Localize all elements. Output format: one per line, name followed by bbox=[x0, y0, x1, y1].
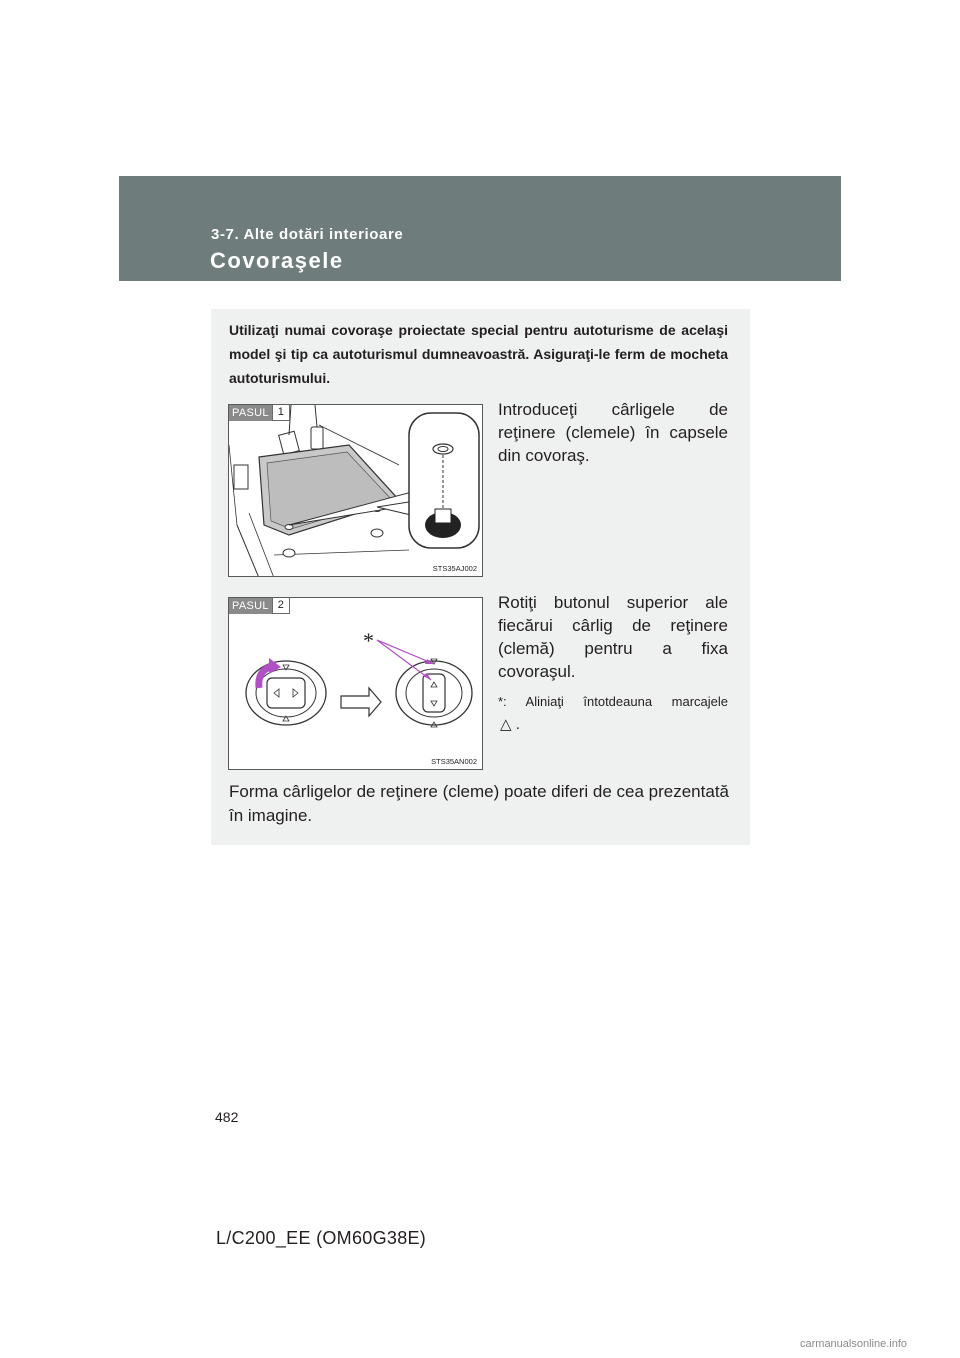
step-2-text: Rotiţi butonul superior ale fiecărui cârlig de reţinere (clemă) pentru a fixa covoraşul. bbox=[498, 593, 728, 681]
figure-code: STS35AN002 bbox=[431, 757, 477, 766]
closing-text: Forma cârligelor de reţinere (cleme) poate diferi de cea prezentată în imagine. bbox=[229, 782, 729, 825]
figure-code: STS35AJ002 bbox=[432, 564, 477, 573]
page-number: 482 bbox=[215, 1109, 239, 1125]
step-badge-number: 2 bbox=[272, 598, 290, 614]
step-badge-number: 1 bbox=[272, 405, 290, 421]
step-badge-word: PASUL bbox=[229, 405, 272, 421]
watermark: carmanualsonline.info bbox=[800, 1338, 908, 1350]
alignment-note: *: Aliniaţi întotdeauna marcajele bbox=[498, 694, 728, 709]
page-title: Covoraşele bbox=[210, 248, 344, 273]
step-badge-1 bbox=[229, 405, 290, 421]
section-label: 3-7. Alte dotări interioare bbox=[211, 226, 404, 243]
document-code: L/C200_EE (OM60G38E) bbox=[216, 1228, 427, 1248]
asterisk-marker: * bbox=[363, 628, 374, 653]
figure-step-2 bbox=[228, 597, 483, 770]
step-badge-2 bbox=[229, 598, 290, 614]
step-1-text: Introduceţi cârligele de reţinere (clemele) în capsele din covoraş. bbox=[498, 400, 728, 465]
header-band bbox=[119, 176, 841, 281]
floor-mat-illustration bbox=[229, 405, 483, 577]
clip-rotation-illustration bbox=[229, 598, 483, 770]
alignment-note-symbol: △ . bbox=[500, 716, 520, 733]
intro-text: Utilizaţi numai covoraşe proiectate special pentru autoturisme de acelaşi model şi tip ca autoturismul dumneavoastră. Asiguraţi-le ferm de mocheta autoturismului. bbox=[229, 322, 728, 386]
step-badge-word: PASUL bbox=[229, 598, 272, 614]
figure-step-1 bbox=[228, 404, 483, 577]
